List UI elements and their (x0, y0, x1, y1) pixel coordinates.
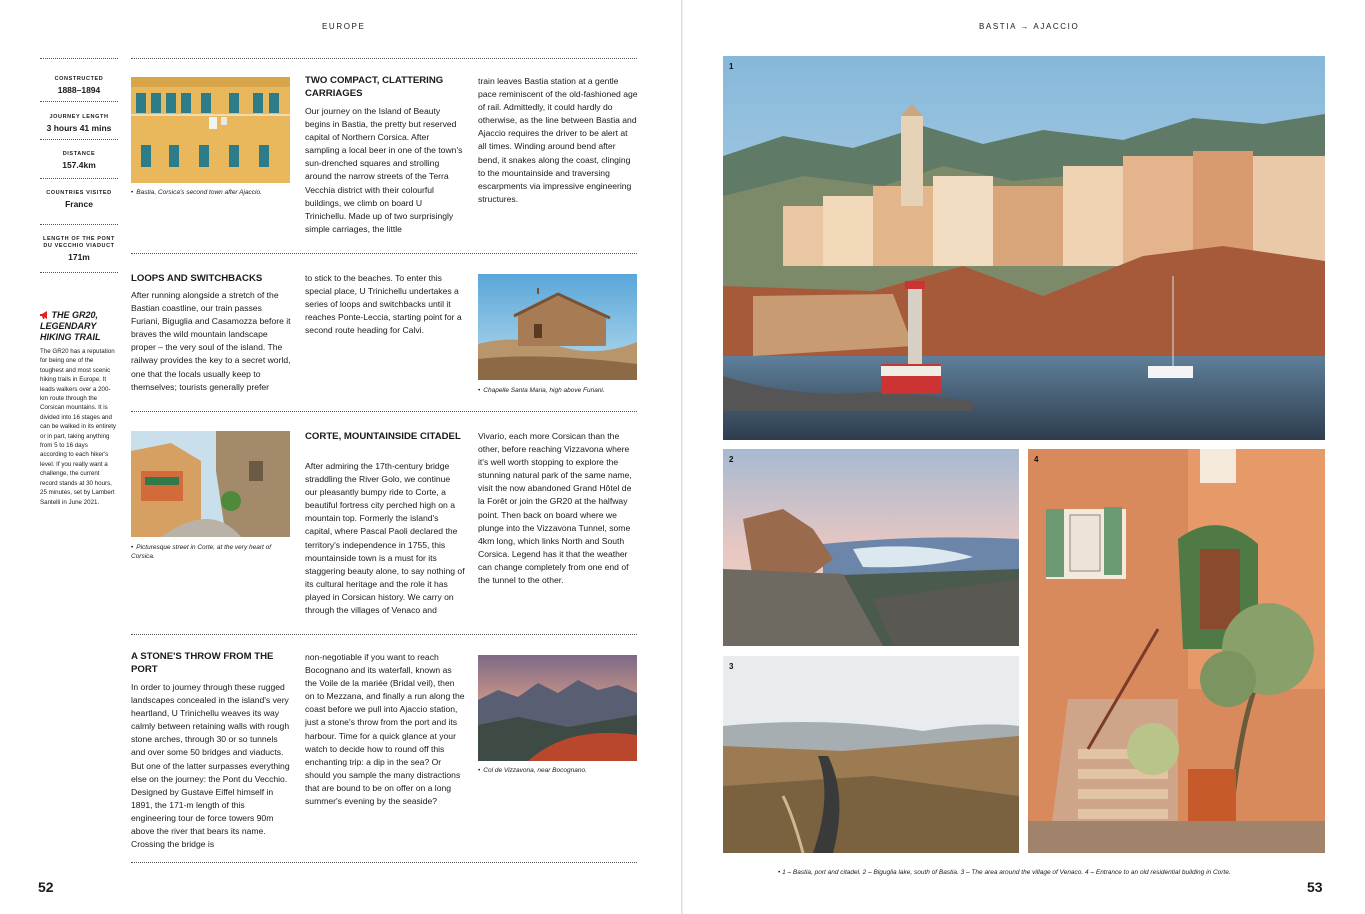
vizzavona-photo (478, 655, 637, 761)
gr20-title: THE GR20, LEGENDARY HIKING TRAIL (40, 310, 101, 342)
fact-label: LENGTH OF THE PONT DU VECCHIO VIADUCT (43, 236, 115, 249)
body-column: non-negotiable if you want to reach Bocognano and its waterfall, known as the Voile de la mariée (Bridal veil), then on to Mezzana, and finally a run along the coast before we pull into Ajaccio station, just a stone's throw from the port and its harbour. Time for a quick glance at your watch to decide how to round off this enchanting trip: a dip in the sea? Or should you sample the many distractions that are bound to be on offer on a long summer's evening by the seaside? (305, 652, 465, 807)
body-column: train leaves Bastia station at a gentle pace reminiscent of the old-fashioned age of rail. Admittedly, it could hardly do otherwise, as the line between Bastia and Ajaccio requires the driver to be alert at all times. Winding around bend after bend, it snakes along the coast, clinging to the mountainside and traversing escarpments via impressive engineering structures. (478, 76, 638, 204)
fact-countries (40, 190, 118, 209)
body-column: After running alongside a stretch of the Bastian coastline, our train passes Furiani, Biguglia and Casamozza before it braves the wild mountain landscape proper – the very soul of the island. The railway provides the key to a secret world, one that the locals usually keep to themselves; tourists generally prefer (131, 290, 291, 392)
photo-caption: • Col de Vizzavona, near Bocognano. (478, 767, 587, 774)
divider (40, 272, 118, 273)
body-column: In order to journey through these rugged landscapes concealed in the island's very heartland, U Trinichellu weaves its way calmly between retaining walls with rough stone arches, through 30 or so tunnels and over some 50 bridges and viaducts. But one of the latter surpasses everything else on the journey: the Pont du Vecchio. Designed by Gustave Eiffel himself in 1891, the 171-m length of this engineering tour de force towers 90m above the river that bears its name. Crossing the bridge is (131, 682, 290, 850)
fact-label: DISTANCE (62, 151, 96, 157)
venaco-valley-photo (723, 656, 1019, 853)
bastia-facade-photo (131, 77, 290, 183)
section-heading: TWO COMPACT, CLATTERING CARRIAGES (305, 75, 444, 99)
bastia-port-photo (723, 56, 1325, 440)
fact-constructed (40, 76, 118, 95)
body-column: to stick to the beaches. To enter this special place, U Trinichellu undertakes a series of loops and switchbacks until it reaches Ponte-Leccia, starting point for a second route heading for Calvi. (305, 273, 462, 336)
gr20-body: The GR20 has a reputation for being one of the toughest and most scenic hiking trails in Europe. It leads walkers over a 200-km route through the Corsican mountains. It is divided into 16 stages and can be walked in its entirety or in part, taking anything from 5 to 16 days according to each hiker's level. If you really want a challenge, the current record stands at 30 hours, 25 minutes, set by Lambert Santelli in June 2021. (40, 348, 117, 506)
divider (131, 58, 637, 59)
divider (131, 862, 637, 863)
body-column: Vivario, each more Corsican than the other, before reaching Vizzavona where it's well worth stopping to explore the stunning natural park of the same name, visit the now abandoned Grand Hôtel de la Forêt or join the GR20 at the halfway point. Then back on board where we plunge into the Vizzavona Tunnel, some 4km long, which links North and South Corsica. Legend has it that the weather can change completely from one end of the tunnel to the other. (478, 431, 632, 586)
fact-label: JOURNEY LENGTH (49, 114, 109, 120)
fact-value: France (65, 199, 93, 209)
divider (40, 101, 118, 102)
fact-value: 157.4km (62, 160, 96, 170)
section-heading: CORTE, MOUNTAINSIDE CITADEL (305, 431, 461, 442)
gr20-sidebar-box (40, 310, 116, 507)
fact-value: 1888–1894 (57, 85, 101, 95)
photo-caption: • Chapelle Santa Maria, high above Furiani. (478, 387, 605, 394)
right-page (683, 0, 1365, 914)
photo-number: 2 (729, 455, 734, 464)
divider (131, 411, 637, 412)
section-heading: A STONE'S THROW FROM THE PORT (131, 651, 274, 675)
corte-residence-photo (1028, 449, 1325, 853)
photo-number: 3 (729, 662, 734, 671)
photo-caption: • 1 – Bastia, port and citadel. 2 – Biguglia lake, south of Bastia. 3 – The area around the village of Venaco. 4 – Entrance to an old residential building in Corte. (778, 869, 1231, 876)
photo-caption: • Bastia, Corsica's second town after Ajaccio. (131, 189, 262, 196)
page-number: 52 (38, 879, 54, 895)
left-page (0, 0, 682, 914)
body-column: Our journey on the Island of Beauty begins in Bastia, the pretty but reserved capital of Northern Corsica. After sampling a local beer in one of the town's sun-drenched squares and strolling around the narrow streets of the Terra Vecchia district with their colourful buildings, we climb on board U Trinichellu. Made up of two surprisingly simple carriages, the little (305, 106, 463, 234)
fact-label: COUNTRIES VISITED (46, 190, 112, 196)
photo-number: 4 (1034, 455, 1039, 464)
section-heading: LOOPS AND SWITCHBACKS (131, 273, 263, 284)
corte-street-photo (131, 431, 290, 537)
fact-value: 171m (68, 252, 90, 262)
biguglia-lake-photo (723, 449, 1019, 646)
divider (40, 178, 118, 179)
running-head: BASTIA → AJACCIO (979, 22, 1080, 31)
fact-journey-length (40, 114, 118, 133)
fact-distance (40, 151, 118, 170)
divider (40, 224, 118, 225)
divider (131, 253, 637, 254)
running-head: EUROPE (322, 22, 366, 31)
chapel-photo (478, 274, 637, 380)
photo-number: 1 (729, 62, 734, 71)
page-number: 53 (1307, 879, 1323, 895)
divider (131, 634, 637, 635)
photo-caption: • Picturesque street in Corte, at the very heart of Corsica. (131, 544, 272, 560)
fact-value: 3 hours 41 mins (46, 123, 112, 133)
fact-viaduct-length (40, 236, 118, 262)
fact-label: CONSTRUCTED (54, 76, 104, 82)
divider (40, 139, 118, 140)
divider (40, 58, 118, 59)
megaphone-icon (40, 311, 49, 319)
body-column: After admiring the 17th-century bridge straddling the River Golo, we continue our pleasantly bumpy ride to Corte, a beautiful fortress city perched high on a mountain top. Formerly the island's capital, where Pascal Paoli declared the territory's independence in 1755, this mountainside town is a must for its staggering beauty alone, to say nothing of its cultural heritage and the role it has played in Corsican history. We carry on through the villages of Venaco and (305, 461, 465, 616)
